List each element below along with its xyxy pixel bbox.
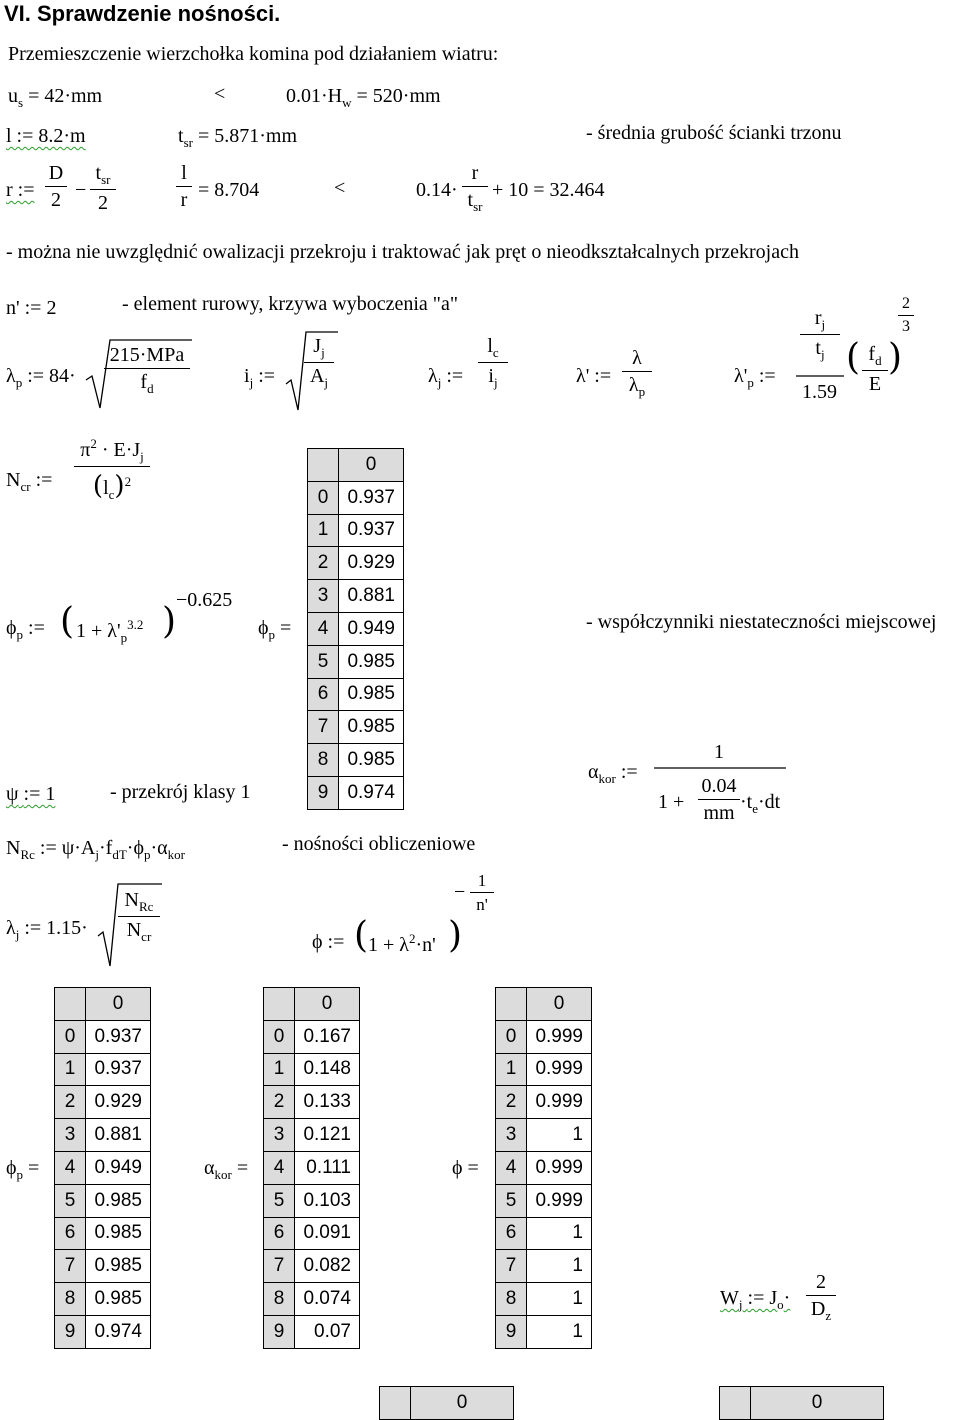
row-index: 8: [55, 1283, 86, 1316]
row-value: 1: [527, 1217, 592, 1250]
phi-p-table-label-2: $\phi_p$ =: [6, 1157, 40, 1182]
row-index: 1: [308, 514, 339, 547]
row-value: 0.985: [339, 678, 404, 711]
row-value: 1: [527, 1250, 592, 1283]
row-index: 7: [496, 1250, 527, 1283]
row-value: 0.929: [86, 1086, 151, 1119]
fraction-bar: [796, 374, 844, 378]
phi-p-table-top: [307, 448, 404, 810]
fraction-nrc-over-ncr: $N_{Rc}$ $N_{cr}$: [118, 890, 160, 943]
row-value: 0.949: [339, 612, 404, 645]
fraction-r-over-tsr: r $t_{sr}$: [462, 163, 488, 213]
row-index: 1: [264, 1053, 295, 1086]
phi-table-label: ϕ =: [452, 1157, 479, 1179]
row-index: 2: [55, 1086, 86, 1119]
table-row: [308, 547, 404, 580]
fraction-J-over-A: $\frac{J_j}{A_j}$: [304, 336, 334, 389]
row-index: 7: [55, 1250, 86, 1283]
table-row: [55, 1217, 151, 1250]
table-row: [55, 1315, 151, 1348]
fraction-D-over-2: $\frac{D}{2}$: [45, 163, 67, 210]
row-value: 0.937: [86, 1020, 151, 1053]
fraction-lc-over-i: $\frac{l_c}{i_j}$: [478, 336, 508, 389]
table-row: [308, 776, 404, 809]
table-row: [496, 1250, 592, 1283]
row-index: 0: [496, 1020, 527, 1053]
table-row: [264, 1184, 360, 1217]
row-index: 0: [308, 481, 339, 514]
radius-definition: r :=: [6, 179, 35, 201]
fraction-l-over-r: $\frac{l}{r}$: [176, 163, 192, 210]
table-row: [55, 1283, 151, 1316]
row-value: 0.985: [339, 711, 404, 744]
row-index: 5: [264, 1184, 295, 1217]
row-index: 2: [264, 1086, 295, 1119]
table-row: [55, 1086, 151, 1119]
table-corner: [308, 449, 339, 482]
fraction-rt-over-159: $\frac{r_j}{t_j}$: [800, 308, 840, 363]
minus-sign: −: [75, 179, 87, 201]
row-value: 0.999: [527, 1086, 592, 1119]
psi-definition: ψ := 1: [6, 783, 56, 805]
row-index: 9: [496, 1315, 527, 1348]
tsr-value: $t_{sr} = 5.871\cdot mm$: [178, 125, 298, 150]
te-dt: $\cdot t_e\cdot dt$: [740, 791, 781, 816]
row-value: 1: [527, 1119, 592, 1152]
row-index: 3: [496, 1119, 527, 1152]
phi-table: [495, 987, 592, 1349]
row-value: 0.949: [86, 1151, 151, 1184]
row-value: 1: [527, 1283, 592, 1316]
row-value: 0.937: [339, 481, 404, 514]
cutoff-table-left: 0: [379, 1386, 514, 1420]
slenderness-ratio-value: = 8.704: [198, 179, 260, 201]
table-row: [264, 1119, 360, 1152]
coefficient-159: 1.59: [802, 381, 837, 403]
row-index: 9: [308, 776, 339, 809]
row-index: 5: [308, 645, 339, 678]
row-value: 0.985: [86, 1217, 151, 1250]
fraction-tsr-over-2: $t_{sr}$ 2: [90, 163, 116, 213]
row-index: 9: [264, 1315, 295, 1348]
limit-value: + 10 = 32.464: [492, 179, 605, 201]
table-row: [55, 1119, 151, 1152]
paren-open-3: (: [354, 915, 369, 956]
fraction-fd-over-E: $\frac{f_d}{E}$: [862, 344, 888, 394]
table-row: [264, 1315, 360, 1348]
row-index: 4: [264, 1151, 295, 1184]
length-definition: l := 8.2·m: [6, 125, 86, 147]
phi-p-exponent: −0.625: [176, 589, 233, 611]
lambda-p-definition: $\lambda_p$ := 84·: [6, 365, 76, 390]
table-row: [496, 1053, 592, 1086]
row-value: 0.133: [295, 1086, 360, 1119]
paren-open-2: (: [60, 601, 75, 642]
table-corner: [55, 988, 86, 1021]
buckling-curve-note: - element rurowy, krzywa wyboczenia "a": [122, 293, 458, 315]
table-row: [308, 711, 404, 744]
us-expression: $u_s = 42\cdot mm$: [8, 85, 103, 110]
table-row: [264, 1250, 360, 1283]
table-row: [55, 1184, 151, 1217]
table-column-header: 0: [295, 988, 360, 1021]
row-index: 6: [496, 1217, 527, 1250]
alpha-kor-table: [263, 987, 360, 1349]
alpha-fraction-bar: [654, 766, 786, 770]
lambda-bar-definition: $\lambda_j$ := 1.15·: [6, 917, 88, 942]
ncr-definition: $N_{cr}$ :=: [6, 469, 53, 494]
row-index: 0: [264, 1020, 295, 1053]
row-index: 7: [308, 711, 339, 744]
row-value: 0.103: [295, 1184, 360, 1217]
phi-p-definition: $\phi_p$ :=: [6, 617, 45, 642]
lambda-prime-definition: λ' :=: [576, 365, 612, 387]
table-row: [496, 1151, 592, 1184]
row-value: 0.929: [339, 547, 404, 580]
one-plus: 1 +: [658, 791, 685, 813]
less-than-sign-2: <: [334, 177, 346, 199]
phi-p-expression: $1 + \lambda'_p^{3.2}$: [76, 617, 144, 645]
row-index: 0: [55, 1020, 86, 1053]
table-column-header: 0: [339, 449, 404, 482]
table-corner: [264, 988, 295, 1021]
table-row: [55, 1053, 151, 1086]
fraction-euler-load: $\frac{\pi^2 \cdot E\cdot J_j}{(l_c)^2}$: [74, 437, 150, 501]
table-row: [264, 1053, 360, 1086]
table-row: [496, 1283, 592, 1316]
row-value: 0.074: [295, 1283, 360, 1316]
table-row: [496, 1020, 592, 1053]
row-index: 6: [264, 1217, 295, 1250]
row-value: 0.999: [527, 1151, 592, 1184]
row-value: 0.881: [339, 580, 404, 613]
row-index: 4: [308, 612, 339, 645]
row-value: 0.985: [86, 1184, 151, 1217]
row-value: 0.111: [295, 1151, 360, 1184]
row-value: 0.881: [86, 1119, 151, 1152]
local-stability-note: - współczynniki niestateczności miejscowej: [586, 611, 937, 633]
table-row: [308, 514, 404, 547]
row-index: 8: [308, 744, 339, 777]
table-corner: [496, 988, 527, 1021]
phi-definition: ϕ :=: [312, 931, 345, 953]
row-index: 2: [496, 1086, 527, 1119]
table-row: [496, 1184, 592, 1217]
row-value: 0.121: [295, 1119, 360, 1152]
design-capacity-note: - nośności obliczeniowe: [282, 833, 476, 855]
row-index: 7: [264, 1250, 295, 1283]
row-index: 3: [308, 580, 339, 613]
us-limit: $0.01\cdot H_w = 520\cdot mm$: [286, 85, 441, 110]
coefficient: 0.14·: [416, 179, 458, 201]
table-row: [264, 1020, 360, 1053]
paren-close: ): [888, 337, 903, 378]
table-row: [55, 1151, 151, 1184]
row-index: 3: [55, 1119, 86, 1152]
paren-close-3: ): [448, 915, 463, 956]
phi-p-table-label: $\phi_p$ =: [258, 617, 292, 642]
row-index: 5: [55, 1184, 86, 1217]
section-class-note: - przekrój klasy 1: [110, 781, 251, 803]
fraction-mpa-over-fd: 215·MPa $f_d$: [104, 345, 190, 395]
row-value: 0.974: [86, 1315, 151, 1348]
row-value: 0.999: [527, 1053, 592, 1086]
row-index: 2: [308, 547, 339, 580]
lambda-prime-p-definition: $\lambda'_p$ :=: [734, 365, 776, 390]
phi-p-table-bottom: [54, 987, 151, 1349]
ovalization-note: - można nie uwzględnić owalizacji przekroju i traktować jak pręt o nieodkształcalnych przekrojach: [6, 241, 799, 263]
phi-exponent-fraction: $\frac{1}{n'}$: [470, 872, 494, 913]
row-index: 8: [496, 1283, 527, 1316]
page-title: VI. Sprawdzenie nośności.: [4, 1, 281, 26]
row-value: 0.985: [86, 1250, 151, 1283]
table-row: [496, 1315, 592, 1348]
table-row: [496, 1119, 592, 1152]
row-index: 4: [55, 1151, 86, 1184]
row-value: 0.082: [295, 1250, 360, 1283]
row-value: 0.999: [527, 1020, 592, 1053]
table-row: [496, 1086, 592, 1119]
row-value: 0.985: [339, 744, 404, 777]
fraction-lambda-over-lambdap: $\frac{\lambda}{\lambda_p}$: [622, 348, 652, 398]
row-value: 0.091: [295, 1217, 360, 1250]
nrc-definition: $N_{Rc}$ := $\psi\cdot A_j\cdot f_{dT}\cdot\phi_p\cdot\alpha_{kor}$: [6, 837, 185, 862]
table-column-header: 0: [86, 988, 151, 1021]
n-prime-definition: n' := 2: [6, 297, 57, 319]
paren-open: (: [846, 337, 861, 378]
row-value: 0.167: [295, 1020, 360, 1053]
row-value: 0.937: [339, 514, 404, 547]
table-row: [308, 481, 404, 514]
table-row: [308, 645, 404, 678]
table-column-header: 0: [527, 988, 592, 1021]
row-index: 6: [55, 1217, 86, 1250]
row-index: 9: [55, 1315, 86, 1348]
table-row: [264, 1283, 360, 1316]
row-index: 3: [264, 1119, 295, 1152]
w-definition: $W_j$ := $J_o\cdot$: [720, 1287, 791, 1312]
row-index: 5: [496, 1184, 527, 1217]
row-value: 0.974: [339, 776, 404, 809]
alpha-numerator: 1: [714, 741, 724, 763]
exponent-two-thirds: $\frac{2}{3}$: [898, 296, 914, 335]
tsr-note: - średnia grubość ścianki trzonu: [586, 122, 842, 144]
intro-text: Przemieszczenie wierzchołka komina pod działaniem wiatru:: [8, 43, 499, 65]
phi-expression: $1 + \lambda^2\cdot n'$: [368, 931, 436, 956]
table-row: [264, 1217, 360, 1250]
alpha-kor-definition: $\alpha_{kor}$ :=: [588, 761, 638, 786]
row-index: 1: [55, 1053, 86, 1086]
table-row: [308, 678, 404, 711]
cutoff-table-right: 0: [719, 1386, 884, 1420]
fraction-004-over-mm: $\frac{0.04}{mm}$: [698, 776, 740, 823]
fraction-2-over-Dz: $\frac{2}{D_z}$: [806, 1272, 836, 1322]
row-value: 0.985: [86, 1283, 151, 1316]
paren-close-2: ): [162, 601, 177, 642]
row-value: 0.148: [295, 1053, 360, 1086]
less-than-sign: <: [214, 83, 226, 105]
row-value: 0.937: [86, 1053, 151, 1086]
phi-exponent-minus: −: [454, 881, 466, 903]
row-index: 1: [496, 1053, 527, 1086]
row-index: 4: [496, 1151, 527, 1184]
table-row: [264, 1086, 360, 1119]
row-value: 0.985: [339, 645, 404, 678]
table-row: [55, 1020, 151, 1053]
alpha-kor-table-label: $\alpha_{kor}$ =: [204, 1157, 249, 1182]
table-row: [55, 1250, 151, 1283]
row-value: 0.07: [295, 1315, 360, 1348]
table-row: [496, 1217, 592, 1250]
row-value: 0.999: [527, 1184, 592, 1217]
row-index: 8: [264, 1283, 295, 1316]
i-j-definition: $i_j$ :=: [244, 365, 276, 390]
table-row: [308, 612, 404, 645]
lambda-j-definition: $\lambda_j$ :=: [428, 365, 464, 390]
table-row: [264, 1151, 360, 1184]
table-row: [308, 744, 404, 777]
row-value: 1: [527, 1315, 592, 1348]
row-index: 6: [308, 678, 339, 711]
table-row: [308, 580, 404, 613]
